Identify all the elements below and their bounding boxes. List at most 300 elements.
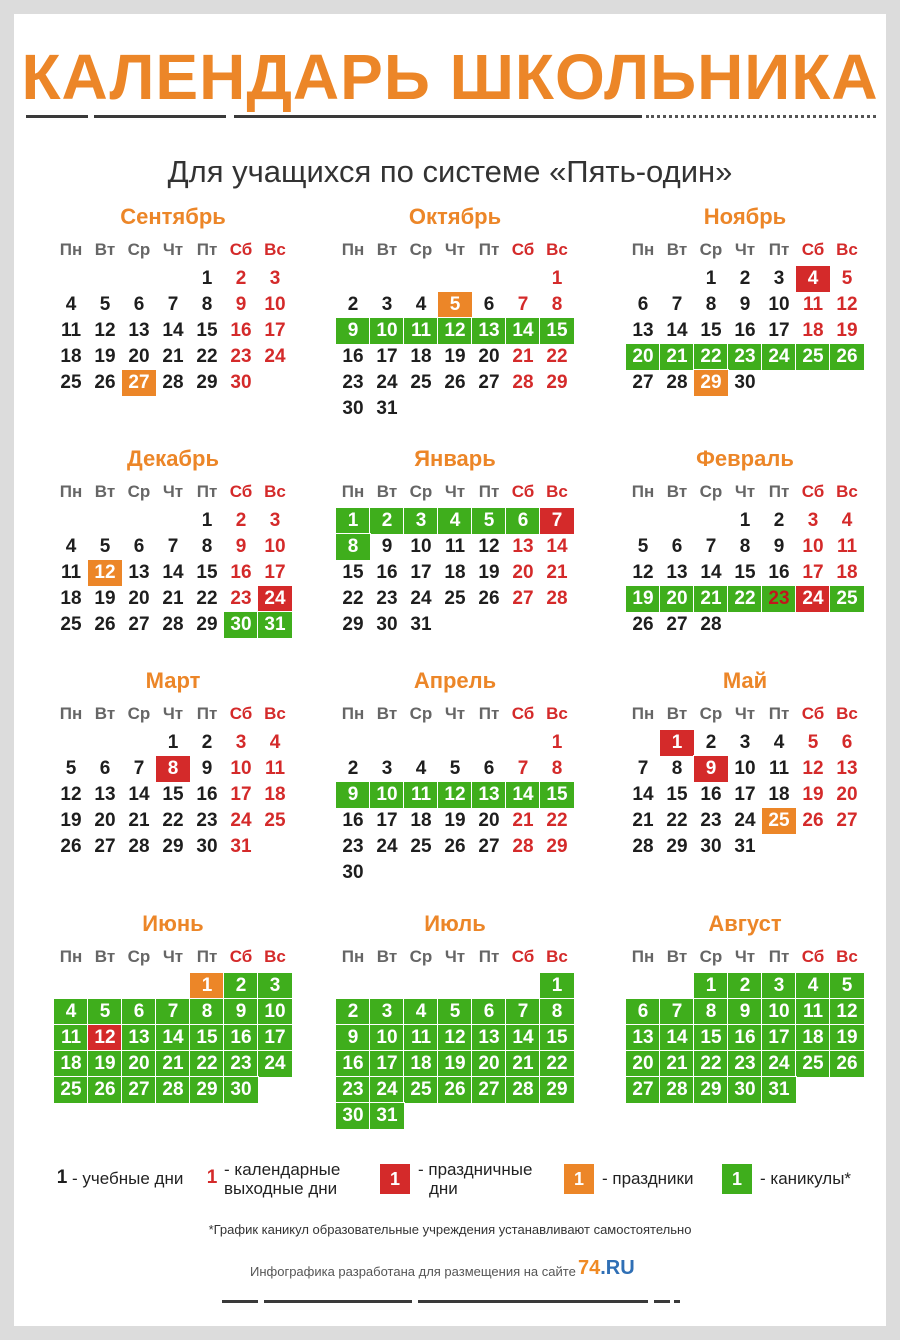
weekday-label: Ср: [699, 240, 723, 259]
weekday-label: Пн: [59, 240, 83, 259]
day-cell: 10: [768, 294, 790, 315]
day-cell: 30: [734, 372, 756, 393]
day-cell: 6: [483, 758, 495, 779]
day-cell: 18: [60, 346, 82, 367]
day-cell: 18: [410, 346, 432, 367]
day-cell: 24: [762, 1051, 796, 1077]
month-2: [336, 204, 574, 434]
day-cell: 1: [551, 732, 563, 753]
day-cell: 15: [540, 318, 574, 344]
weekday-label: Вс: [836, 947, 858, 966]
weekday-label: Чт: [162, 704, 184, 723]
day-cell: 27: [122, 370, 156, 396]
day-cell: 30: [336, 1103, 370, 1129]
day-cell: 5: [99, 536, 111, 557]
day-cell: 25: [60, 372, 82, 393]
day-cell: 8: [201, 294, 213, 315]
day-cell: 26: [88, 1077, 122, 1103]
weekday-label: Пт: [196, 704, 218, 723]
day-cell: 13: [512, 536, 534, 557]
day-cell: 8: [540, 999, 574, 1025]
day-cell: 15: [196, 320, 218, 341]
day-cell: 15: [342, 562, 364, 583]
bottom-rule-segment: [418, 1300, 648, 1303]
legend-holiday-box: 1: [564, 1164, 594, 1194]
day-cell: 18: [836, 562, 858, 583]
day-cell: 4: [415, 294, 427, 315]
weekday-label: Пт: [478, 482, 500, 501]
weekday-label: Вс: [836, 482, 858, 501]
day-cell: 22: [196, 346, 218, 367]
day-cell: 9: [201, 758, 213, 779]
day-cell: 6: [626, 999, 660, 1025]
day-cell: 30: [230, 372, 252, 393]
day-cell: 29: [342, 614, 364, 635]
day-cell: 21: [512, 810, 534, 831]
day-cell: 13: [94, 784, 116, 805]
day-cell: 1: [201, 510, 213, 531]
day-cell: 28: [156, 1077, 190, 1103]
day-cell: 14: [660, 1025, 694, 1051]
legend-public-holiday-box: 1: [380, 1164, 410, 1194]
day-cell: 27: [128, 614, 150, 635]
day-cell: 16: [342, 810, 364, 831]
day-cell: 21: [660, 344, 694, 370]
day-cell: 19: [88, 1051, 122, 1077]
weekday-label: Сб: [511, 482, 535, 501]
day-cell: 28: [162, 372, 184, 393]
day-cell: 11: [60, 320, 82, 341]
month-name: Январь: [414, 446, 496, 471]
weekday-label: Чт: [734, 240, 756, 259]
day-cell: 28: [512, 372, 534, 393]
day-cell: 22: [694, 344, 728, 370]
day-cell: 9: [694, 756, 728, 782]
weekday-label: Чт: [162, 482, 184, 501]
day-cell: 5: [449, 758, 461, 779]
day-cell: 9: [336, 1025, 370, 1051]
day-cell: 10: [230, 758, 252, 779]
day-cell: 27: [94, 836, 116, 857]
weekday-label: Вс: [836, 704, 858, 723]
day-cell: 19: [478, 562, 500, 583]
day-cell: 14: [632, 784, 654, 805]
day-cell: 14: [506, 782, 540, 808]
day-cell: 25: [404, 1077, 438, 1103]
day-cell: 1: [201, 268, 213, 289]
day-cell: 25: [264, 810, 286, 831]
day-cell: 3: [258, 973, 292, 999]
day-cell: 7: [637, 758, 649, 779]
day-cell: 28: [546, 588, 568, 609]
month-name: Декабрь: [127, 446, 219, 471]
day-cell: 13: [472, 782, 506, 808]
day-cell: 17: [410, 562, 432, 583]
day-cell: 14: [700, 562, 722, 583]
day-cell: 20: [128, 588, 150, 609]
day-cell: 25: [762, 808, 796, 834]
weekday-label: Сб: [511, 947, 535, 966]
day-cell: 21: [694, 586, 728, 612]
day-cell: 28: [660, 1077, 694, 1103]
day-cell: 13: [128, 562, 150, 583]
day-cell: 6: [637, 294, 649, 315]
month-7: [54, 668, 292, 898]
day-cell: 28: [128, 836, 150, 857]
day-cell: 18: [264, 784, 286, 805]
day-cell: 31: [734, 836, 756, 857]
weekday-label: Пн: [59, 947, 83, 966]
month-8: [336, 668, 574, 898]
day-cell: 15: [196, 562, 218, 583]
weekday-label: Сб: [801, 704, 825, 723]
day-cell: 16: [230, 320, 252, 341]
day-cell: 21: [632, 810, 654, 831]
month-3: [626, 204, 864, 434]
weekday-label: Вс: [264, 482, 286, 501]
day-cell: 3: [381, 294, 393, 315]
day-cell: 17: [376, 810, 398, 831]
day-cell: 13: [836, 758, 858, 779]
day-cell: 12: [438, 782, 472, 808]
day-cell: 28: [666, 372, 688, 393]
weekday-label: Вс: [836, 240, 858, 259]
day-cell: 22: [546, 346, 568, 367]
day-cell: 24: [376, 836, 398, 857]
day-cell: 22: [546, 810, 568, 831]
day-cell: 8: [551, 758, 563, 779]
weekday-label: Пт: [768, 704, 790, 723]
day-cell: 5: [841, 268, 853, 289]
day-cell: 6: [133, 536, 145, 557]
day-cell: 16: [768, 562, 790, 583]
day-cell: 31: [376, 398, 398, 419]
day-cell: 8: [201, 536, 213, 557]
day-cell: 10: [370, 318, 404, 344]
day-cell: 15: [734, 562, 756, 583]
day-cell: 17: [376, 346, 398, 367]
day-cell: 1: [190, 973, 224, 999]
day-cell: 3: [773, 268, 785, 289]
weekday-label: Сб: [229, 704, 253, 723]
day-cell: 3: [807, 510, 819, 531]
day-cell: 15: [540, 1025, 574, 1051]
day-cell: 27: [836, 810, 858, 831]
day-cell: 6: [99, 758, 111, 779]
month-11: [336, 911, 574, 1141]
day-cell: 23: [230, 588, 252, 609]
day-cell: 16: [734, 320, 756, 341]
weekday-label: Сб: [801, 482, 825, 501]
weekday-label: Ср: [409, 947, 433, 966]
weekday-label: Сб: [801, 240, 825, 259]
legend-vacation-box: 1: [722, 1164, 752, 1194]
day-cell: 8: [336, 534, 370, 560]
day-cell: 9: [381, 536, 393, 557]
weekday-label: Пт: [196, 482, 218, 501]
day-cell: 23: [342, 836, 364, 857]
day-cell: 19: [830, 1025, 864, 1051]
day-cell: 13: [122, 1025, 156, 1051]
legend: [14, 1154, 886, 1204]
day-cell: 29: [694, 1077, 728, 1103]
day-cell: 4: [415, 758, 427, 779]
day-cell: 24: [796, 586, 830, 612]
day-cell: 30: [342, 398, 364, 419]
day-cell: 28: [506, 1077, 540, 1103]
month-name: Октябрь: [408, 204, 502, 229]
day-cell: 10: [258, 999, 292, 1025]
day-cell: 29: [196, 614, 218, 635]
day-cell: 4: [796, 973, 830, 999]
day-cell: 8: [694, 999, 728, 1025]
month-12: [626, 911, 864, 1141]
bottom-rule-segment: [222, 1300, 258, 1303]
day-cell: 18: [54, 1051, 88, 1077]
day-cell: 7: [167, 294, 179, 315]
day-cell: 11: [264, 758, 286, 779]
weekday-label: Вт: [376, 704, 398, 723]
legend-weekend-sample: 1: [206, 1167, 218, 1188]
day-cell: 21: [156, 1051, 190, 1077]
day-cell: 2: [336, 999, 370, 1025]
day-cell: 9: [336, 782, 370, 808]
day-cell: 11: [796, 999, 830, 1025]
day-cell: 6: [483, 294, 495, 315]
title-rule-dots: [646, 115, 876, 118]
day-cell: 29: [546, 372, 568, 393]
month-name: Июнь: [142, 911, 204, 936]
day-cell: 3: [370, 999, 404, 1025]
day-cell: 4: [54, 999, 88, 1025]
day-cell: 27: [472, 1077, 506, 1103]
day-cell: 6: [122, 999, 156, 1025]
weekday-label: Вс: [546, 482, 568, 501]
weekday-label: Ср: [127, 947, 151, 966]
day-cell: 10: [264, 294, 286, 315]
weekday-label: Пн: [631, 482, 655, 501]
weekday-label: Пт: [768, 482, 790, 501]
day-cell: 11: [404, 1025, 438, 1051]
day-cell: 2: [728, 973, 762, 999]
day-cell: 9: [773, 536, 785, 557]
weekday-label: Вт: [666, 947, 688, 966]
day-cell: 2: [370, 508, 404, 534]
day-cell: 11: [444, 536, 466, 557]
day-cell: 30: [224, 1077, 258, 1103]
day-cell: 30: [376, 614, 398, 635]
day-cell: 8: [671, 758, 683, 779]
day-cell: 18: [796, 1025, 830, 1051]
month-name: Февраль: [696, 446, 794, 471]
day-cell: 25: [60, 614, 82, 635]
day-cell: 29: [196, 372, 218, 393]
day-cell: 25: [796, 1051, 830, 1077]
day-cell: 8: [705, 294, 717, 315]
day-cell: 2: [201, 732, 213, 753]
day-cell: 14: [162, 320, 184, 341]
weekday-label: Пн: [59, 482, 83, 501]
day-cell: 3: [269, 268, 281, 289]
weekday-label: Чт: [444, 704, 466, 723]
day-cell: 1: [739, 510, 751, 531]
weekday-label: Пт: [478, 240, 500, 259]
day-cell: 4: [404, 999, 438, 1025]
day-cell: 1: [705, 268, 717, 289]
weekday-label: Ср: [127, 482, 151, 501]
weekday-label: Сб: [511, 240, 535, 259]
weekday-label: Вт: [666, 704, 688, 723]
day-cell: 5: [438, 292, 472, 318]
day-cell: 4: [841, 510, 853, 531]
weekday-label: Пн: [341, 240, 365, 259]
day-cell: 24: [258, 1051, 292, 1077]
day-cell: 6: [133, 294, 145, 315]
day-cell: 9: [739, 294, 751, 315]
day-cell: 31: [410, 614, 432, 635]
day-cell: 26: [444, 372, 466, 393]
day-cell: 23: [196, 810, 218, 831]
site-logo: [578, 1257, 635, 1280]
day-cell: 25: [54, 1077, 88, 1103]
weekday-label: Вс: [546, 704, 568, 723]
title-rule-segment: [234, 115, 642, 118]
day-cell: 14: [546, 536, 568, 557]
day-cell: 22: [196, 588, 218, 609]
day-cell: 17: [370, 1051, 404, 1077]
day-cell: 17: [264, 562, 286, 583]
weekday-label: Пн: [631, 240, 655, 259]
weekday-label: Вт: [94, 240, 116, 259]
day-cell: 22: [342, 588, 364, 609]
day-cell: 17: [734, 784, 756, 805]
day-cell: 13: [626, 1025, 660, 1051]
day-cell: 27: [666, 614, 688, 635]
day-cell: 11: [60, 562, 82, 583]
day-cell: 20: [836, 784, 858, 805]
day-cell: 2: [347, 294, 359, 315]
day-cell: 24: [264, 346, 286, 367]
day-cell: 19: [94, 346, 116, 367]
day-cell: 27: [626, 1077, 660, 1103]
day-cell: 24: [376, 372, 398, 393]
day-cell: 4: [65, 536, 77, 557]
weekday-label: Пн: [59, 704, 83, 723]
day-cell: 13: [666, 562, 688, 583]
day-cell: 7: [671, 294, 683, 315]
weekday-label: Пт: [478, 704, 500, 723]
day-cell: 4: [796, 266, 830, 292]
day-cell: 5: [65, 758, 77, 779]
day-cell: 19: [802, 784, 824, 805]
month-6: [626, 446, 864, 676]
weekday-label: Ср: [409, 240, 433, 259]
weekday-label: Чт: [734, 482, 756, 501]
day-cell: 3: [739, 732, 751, 753]
day-cell: 2: [224, 973, 258, 999]
weekday-label: Чт: [444, 482, 466, 501]
weekday-label: Пн: [341, 482, 365, 501]
day-cell: 15: [162, 784, 184, 805]
day-cell: 19: [444, 810, 466, 831]
day-cell: 20: [660, 586, 694, 612]
month-1: [54, 204, 292, 434]
day-cell: 30: [342, 862, 364, 883]
day-cell: 19: [438, 1051, 472, 1077]
day-cell: 23: [342, 372, 364, 393]
day-cell: 20: [626, 1051, 660, 1077]
month-name: Март: [145, 668, 201, 693]
day-cell: 29: [694, 370, 728, 396]
weekday-label: Ср: [699, 482, 723, 501]
day-cell: 6: [506, 508, 540, 534]
month-name: Май: [722, 668, 768, 693]
day-cell: 23: [700, 810, 722, 831]
day-cell: 2: [235, 268, 247, 289]
weekday-label: Пт: [768, 947, 790, 966]
day-cell: 20: [478, 810, 500, 831]
month-name: Июль: [424, 911, 486, 936]
day-cell: 5: [88, 999, 122, 1025]
day-cell: 16: [376, 562, 398, 583]
day-cell: 2: [773, 510, 785, 531]
day-cell: 21: [546, 562, 568, 583]
day-cell: 17: [802, 562, 824, 583]
day-cell: 23: [230, 346, 252, 367]
day-cell: 9: [235, 294, 247, 315]
day-cell: 19: [626, 586, 660, 612]
day-cell: 2: [739, 268, 751, 289]
day-cell: 31: [370, 1103, 404, 1129]
day-cell: 17: [264, 320, 286, 341]
day-cell: 16: [342, 346, 364, 367]
day-cell: 21: [506, 1051, 540, 1077]
legend-vacation-label: - каникулы*: [760, 1169, 852, 1188]
weekday-label: Пт: [478, 947, 500, 966]
page-subtitle: Для учащихся по системе «Пять-один»: [167, 154, 733, 189]
weekday-label: Пн: [631, 947, 655, 966]
day-cell: 8: [739, 536, 751, 557]
day-cell: 14: [666, 320, 688, 341]
legend-weekend-line2: выходные дни: [224, 1179, 338, 1198]
day-cell: 17: [230, 784, 252, 805]
weekday-label: Вт: [376, 482, 398, 501]
day-cell: 3: [235, 732, 247, 753]
day-cell: 12: [88, 560, 122, 586]
day-cell: 23: [376, 588, 398, 609]
day-cell: 22: [190, 1051, 224, 1077]
weekday-label: Вт: [94, 482, 116, 501]
day-cell: 19: [444, 346, 466, 367]
weekday-label: Вт: [376, 947, 398, 966]
logo-number: 74: [578, 1257, 601, 1279]
day-cell: 3: [404, 508, 438, 534]
day-cell: 2: [705, 732, 717, 753]
day-cell: 27: [122, 1077, 156, 1103]
day-cell: 16: [700, 784, 722, 805]
day-cell: 20: [94, 810, 116, 831]
day-cell: 12: [830, 999, 864, 1025]
weekday-label: Пт: [768, 240, 790, 259]
day-cell: 3: [269, 510, 281, 531]
month-name: Август: [708, 911, 782, 936]
day-cell: 30: [224, 612, 258, 638]
day-cell: 25: [410, 372, 432, 393]
day-cell: 20: [122, 1051, 156, 1077]
month-5: [336, 446, 574, 676]
weekday-label: Пн: [341, 947, 365, 966]
weekday-label: Чт: [444, 947, 466, 966]
